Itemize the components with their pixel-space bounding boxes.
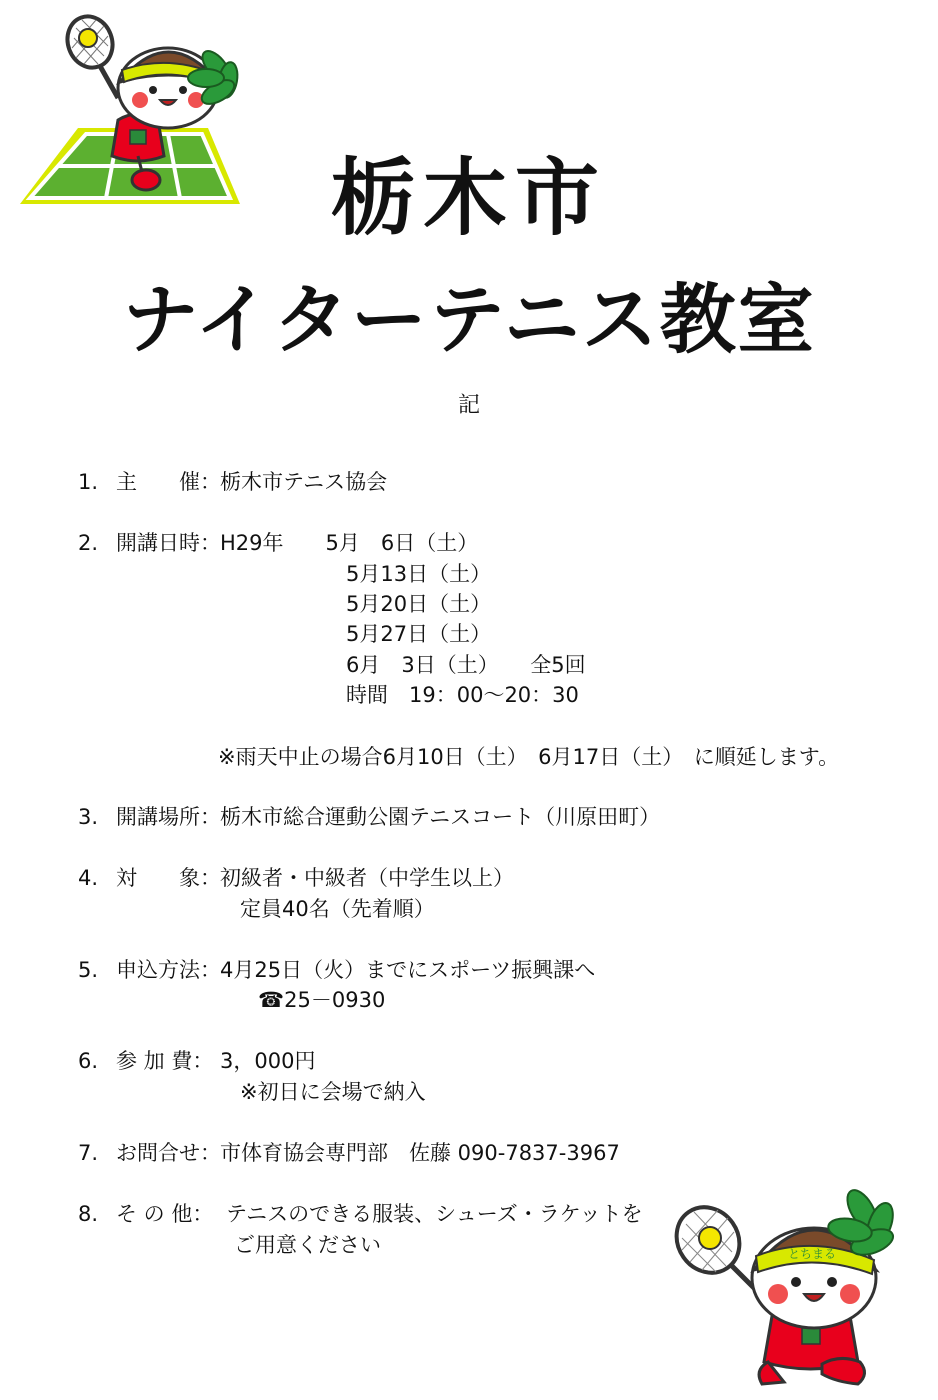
item-number: 8.: [78, 1202, 99, 1226]
fee-note-line: ※初日に会場で納入: [240, 1080, 426, 1104]
phone-line: ☎25－0930: [258, 988, 386, 1012]
rain-note: ※雨天中止の場合6月10日（土） 6月17日（土） に順延します。: [218, 745, 840, 769]
item-number: 5.: [78, 958, 99, 982]
item-label: 開講場所：: [116, 805, 221, 829]
item-label: 申込方法：: [116, 958, 221, 982]
item-value: H29年 5月 6日（土）: [220, 531, 479, 555]
ki-heading: 記: [457, 393, 480, 418]
other-second-line: ご用意ください: [234, 1233, 381, 1257]
item-label: 主 催：: [116, 470, 221, 494]
mascot-bottom-right-illustration: [672, 1186, 912, 1386]
item-label: 開講日時：: [116, 531, 221, 555]
item-value: 栃木市テニス協会: [220, 470, 388, 494]
schedule-time-line: 時間 19：00～20：30: [346, 683, 579, 707]
schedule-date-line: 5月13日（土）: [346, 562, 492, 586]
item-value: テニスのできる服装、シューズ・ラケットを: [226, 1202, 643, 1226]
item-number: 7.: [78, 1141, 99, 1165]
page-title-event: ナイターテニス教室: [122, 275, 816, 364]
item-number: 1.: [78, 470, 99, 494]
item-label: 対 象：: [116, 866, 221, 890]
item-value: 4月25日（火）までにスポーツ振興課へ: [220, 958, 596, 982]
item-label: お問合せ：: [116, 1141, 221, 1165]
item-value: 栃木市総合運動公園テニスコート（川原田町）: [220, 805, 661, 829]
schedule-date-line: 6月 3日（土） 全5回: [346, 653, 586, 677]
schedule-date-line: 5月27日（土）: [346, 622, 492, 646]
item-number: 4.: [78, 866, 99, 890]
item-value: 初級者・中級者（中学生以上）: [220, 866, 514, 890]
item-number: 6.: [78, 1049, 99, 1073]
item-value: 市体育協会専門部 佐藤 090-7837-3967: [220, 1141, 620, 1165]
schedule-date-line: 5月20日（土）: [346, 592, 492, 616]
item-number: 2.: [78, 531, 99, 555]
mascot-headband-text: とちまる: [787, 1247, 837, 1261]
capacity-line: 定員40名（先着順）: [240, 897, 435, 921]
page-title-city: 栃木市: [330, 149, 607, 247]
item-value: 3，000円: [220, 1049, 316, 1073]
item-label: そ の 他：: [116, 1202, 214, 1226]
item-label: 参 加 費：: [116, 1049, 214, 1073]
item-number: 3.: [78, 805, 99, 829]
